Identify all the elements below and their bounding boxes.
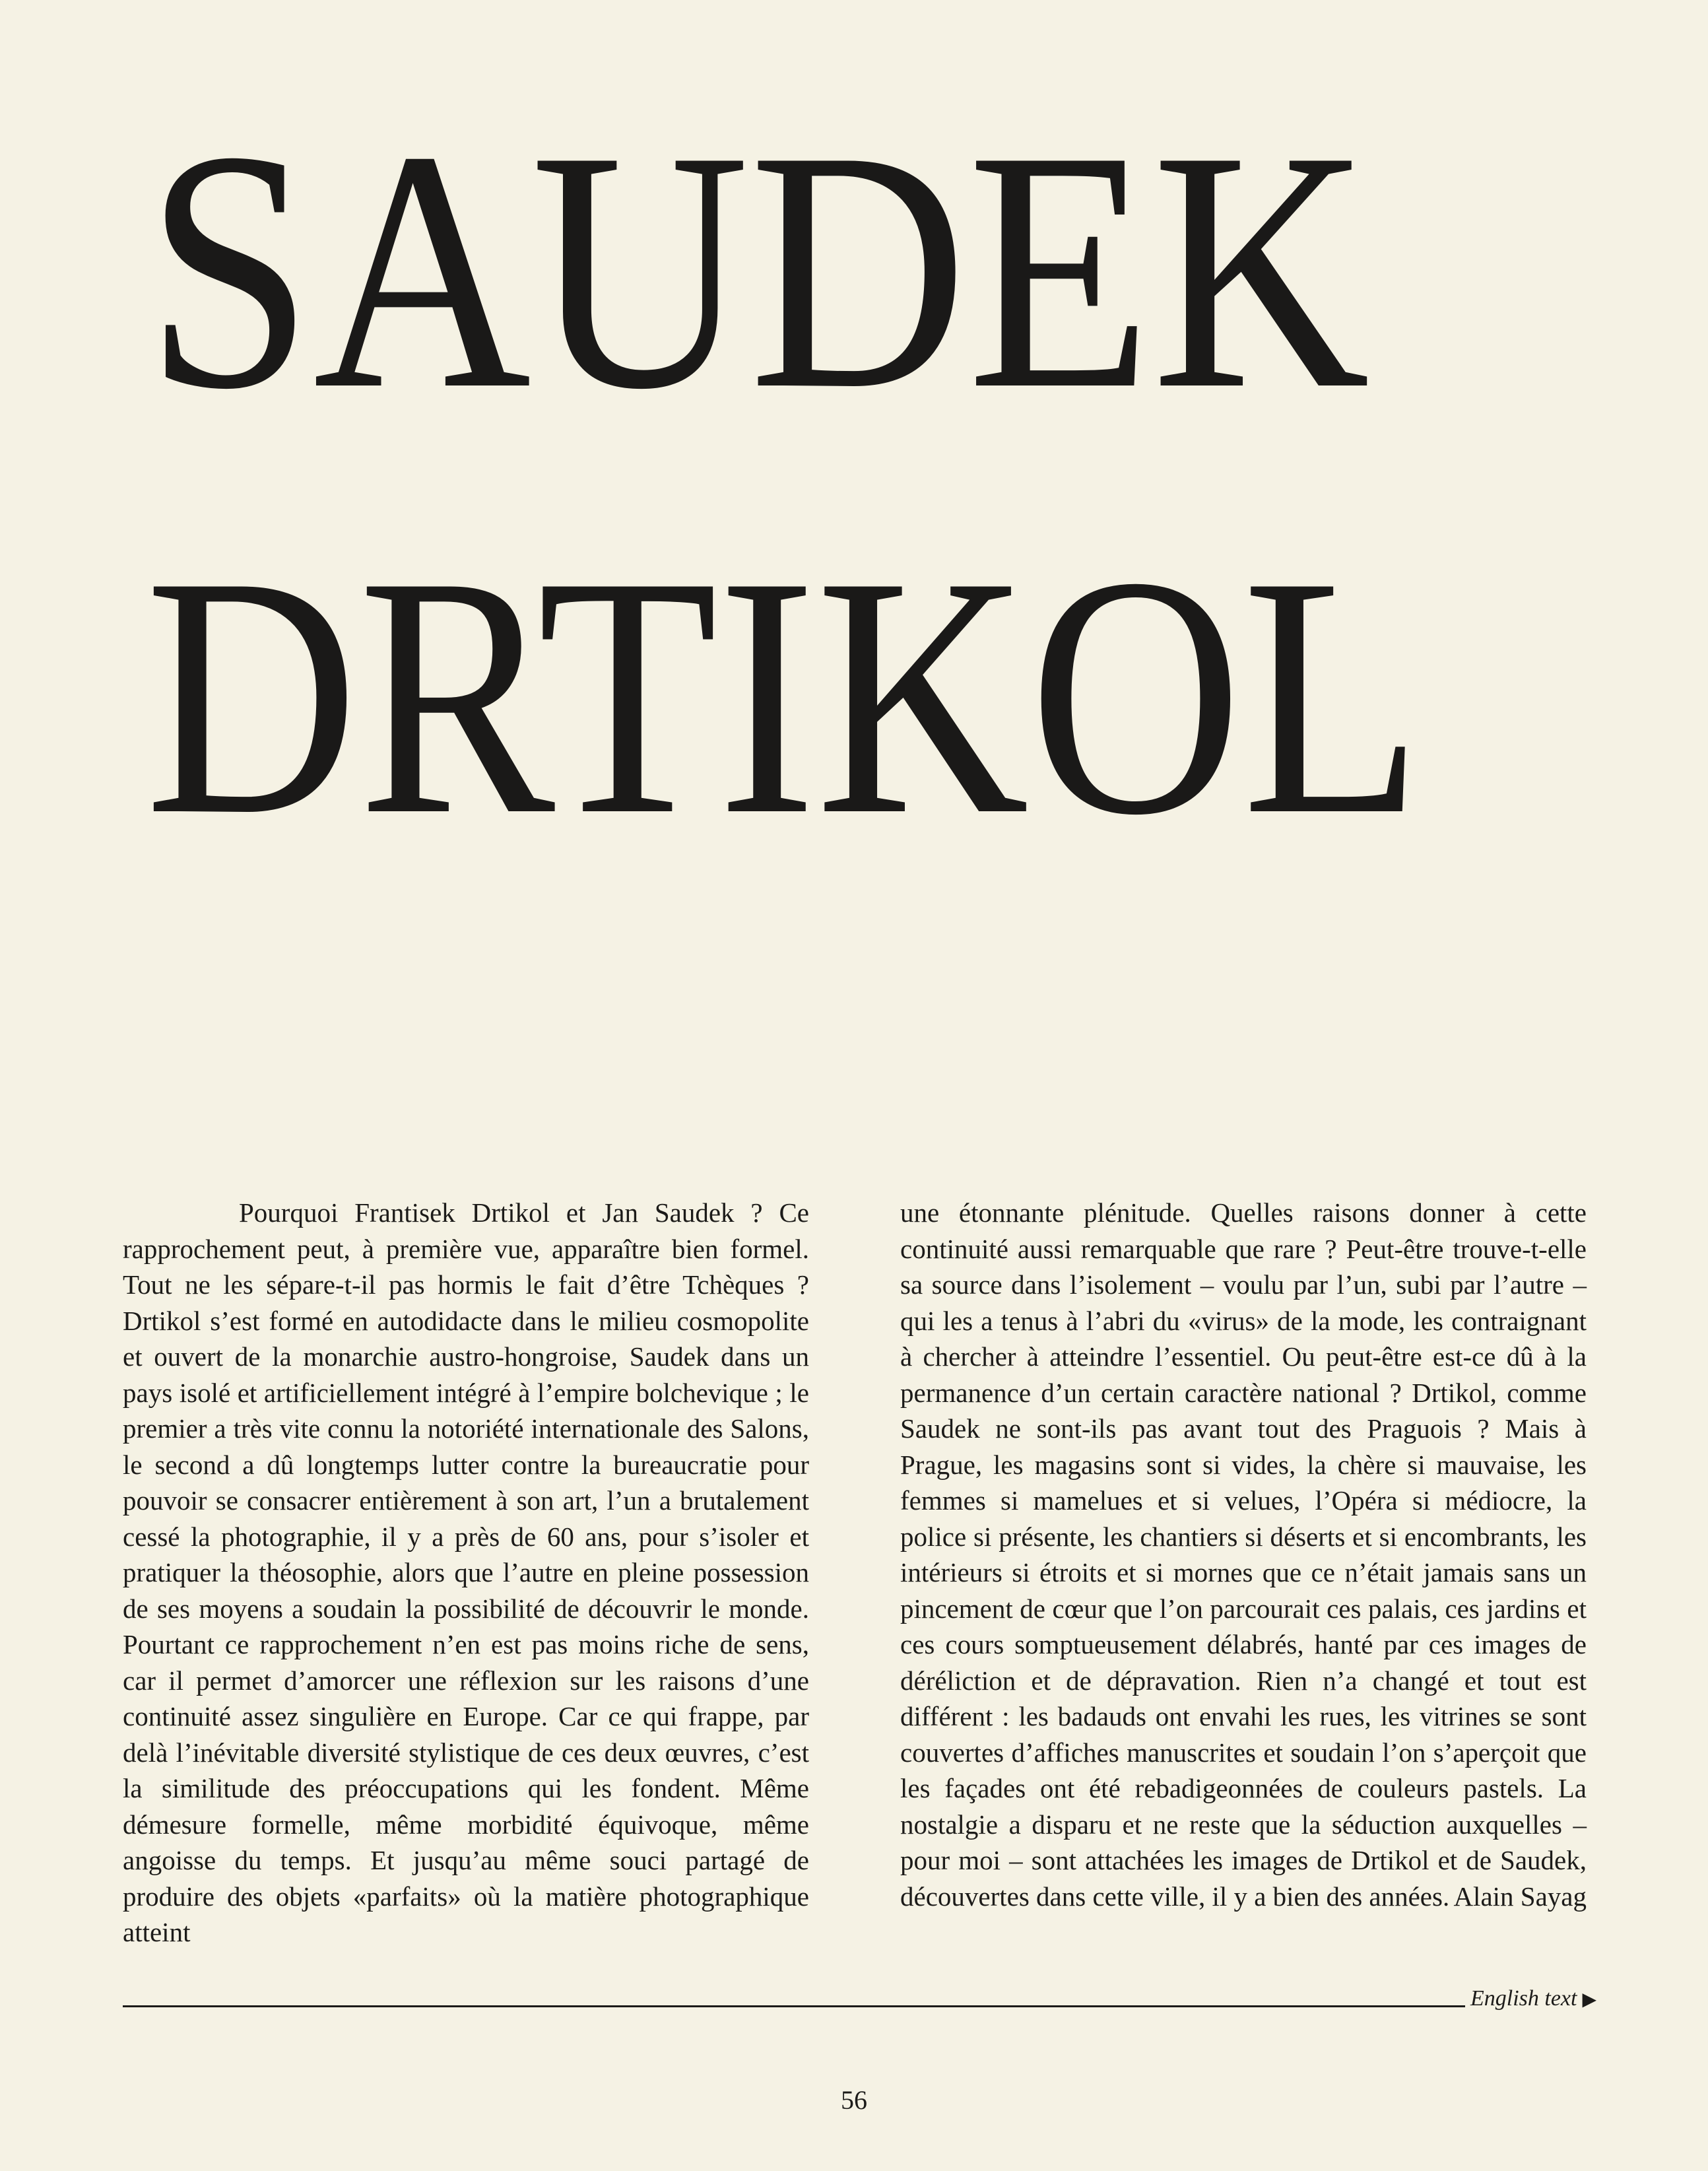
article-column-right	[900, 1195, 1587, 1914]
article-column-left	[123, 1195, 809, 1951]
title-line-saudek: SAUDEK	[145, 81, 1370, 460]
arrow-right-icon: ▶	[1582, 1989, 1597, 2010]
title-line-drtikol: DRTIKOL	[145, 506, 1423, 886]
english-text-label: English text	[1470, 1986, 1577, 2011]
author-signature: Alain Sayag	[1453, 1881, 1587, 1912]
article-paragraph-right: une étonnante plénitude. Quelles raisons donner à cette continuité aussi remarquable que rare ? Peut-être trouve-t-elle sa source dans l’isolement – voulu par l’un, subi par l’autre – qui les a tenus à l’abri du «virus» de la mode, les contraignant à chercher à atteindre l’essentiel. Ou peut-être est-ce dû à la permanence d’un certain caractère national ? Drtikol, comme Saudek ne sont-ils pas avant tout des Praguois ? Mais à Prague, les magasins sont si vides, la chère si mauvaise, les femmes si mamelues et si velues, l’Opéra si médiocre, la police si présente, les chantiers si déserts et si encombrants, les intérieurs si étroits et si mornes que ce n’était jamais sans un pincement de cœur que l’on parcourait ces palais, ces jardins et ces cours somptueusement délabrés, hanté par ces images de déréliction et de dépravation. Rien n’a changé et tout est différent : les badauds ont envahi les rues, les vitrines se sont couvertes d’affiches manuscrites et soudain l’on s’aperçoit que les façades ont été rebadigeonnées de couleurs pastels. La nostalgie a disparu et ne reste que la séduction auxquelles – pour moi – sont attachées les images de Drtikol et de Saudek, découvertes dans cette ville, il y a bien des années.	[900, 1197, 1587, 1912]
footer-rule	[123, 2005, 1465, 2007]
english-text-link[interactable]	[1470, 1986, 1596, 2013]
article-paragraph-left: Pourquoi Frantisek Drtikol et Jan Saudek ? Ce rapprochement peut, à première vue, apparaître bien formel. Tout ne les sépare-t-il pas hormis le fait d’être Tchèques ? Drtikol s’est formé en autodidacte dans le milieu cosmopolite et ouvert de la monarchie austro-hongroise, Saudek dans un pays isolé et artificiellement intégré à l’empire bolchevique ; le premier a très vite connu la notoriété internationale des Salons, le second a dû longtemps lutter contre la bureaucratie pour pouvoir se consacrer entièrement à son art, l’un a brutalement cessé la photographie, il y a près de 60 ans, pour s’isoler et pratiquer la théosophie, alors que l’autre en pleine possession de ses moyens a soudain la possibilité de découvrir le monde. Pourtant ce rapprochement n’en est pas moins riche de sens, car il permet d’amorcer une réflexion sur les raisons d’une continuité assez singulière en Europe. Car ce qui frappe, par delà l’inévitable diversité stylistique de ces deux œuvres, c’est la similitude des préoccupations qui les fondent. Même démesure formelle, même morbidité équivoque, même angoisse du temps. Et jusqu’au même souci partagé de produire des objets «parfaits» où la matière photographique atteint	[123, 1197, 809, 1947]
page-number: 56	[841, 2085, 867, 2115]
